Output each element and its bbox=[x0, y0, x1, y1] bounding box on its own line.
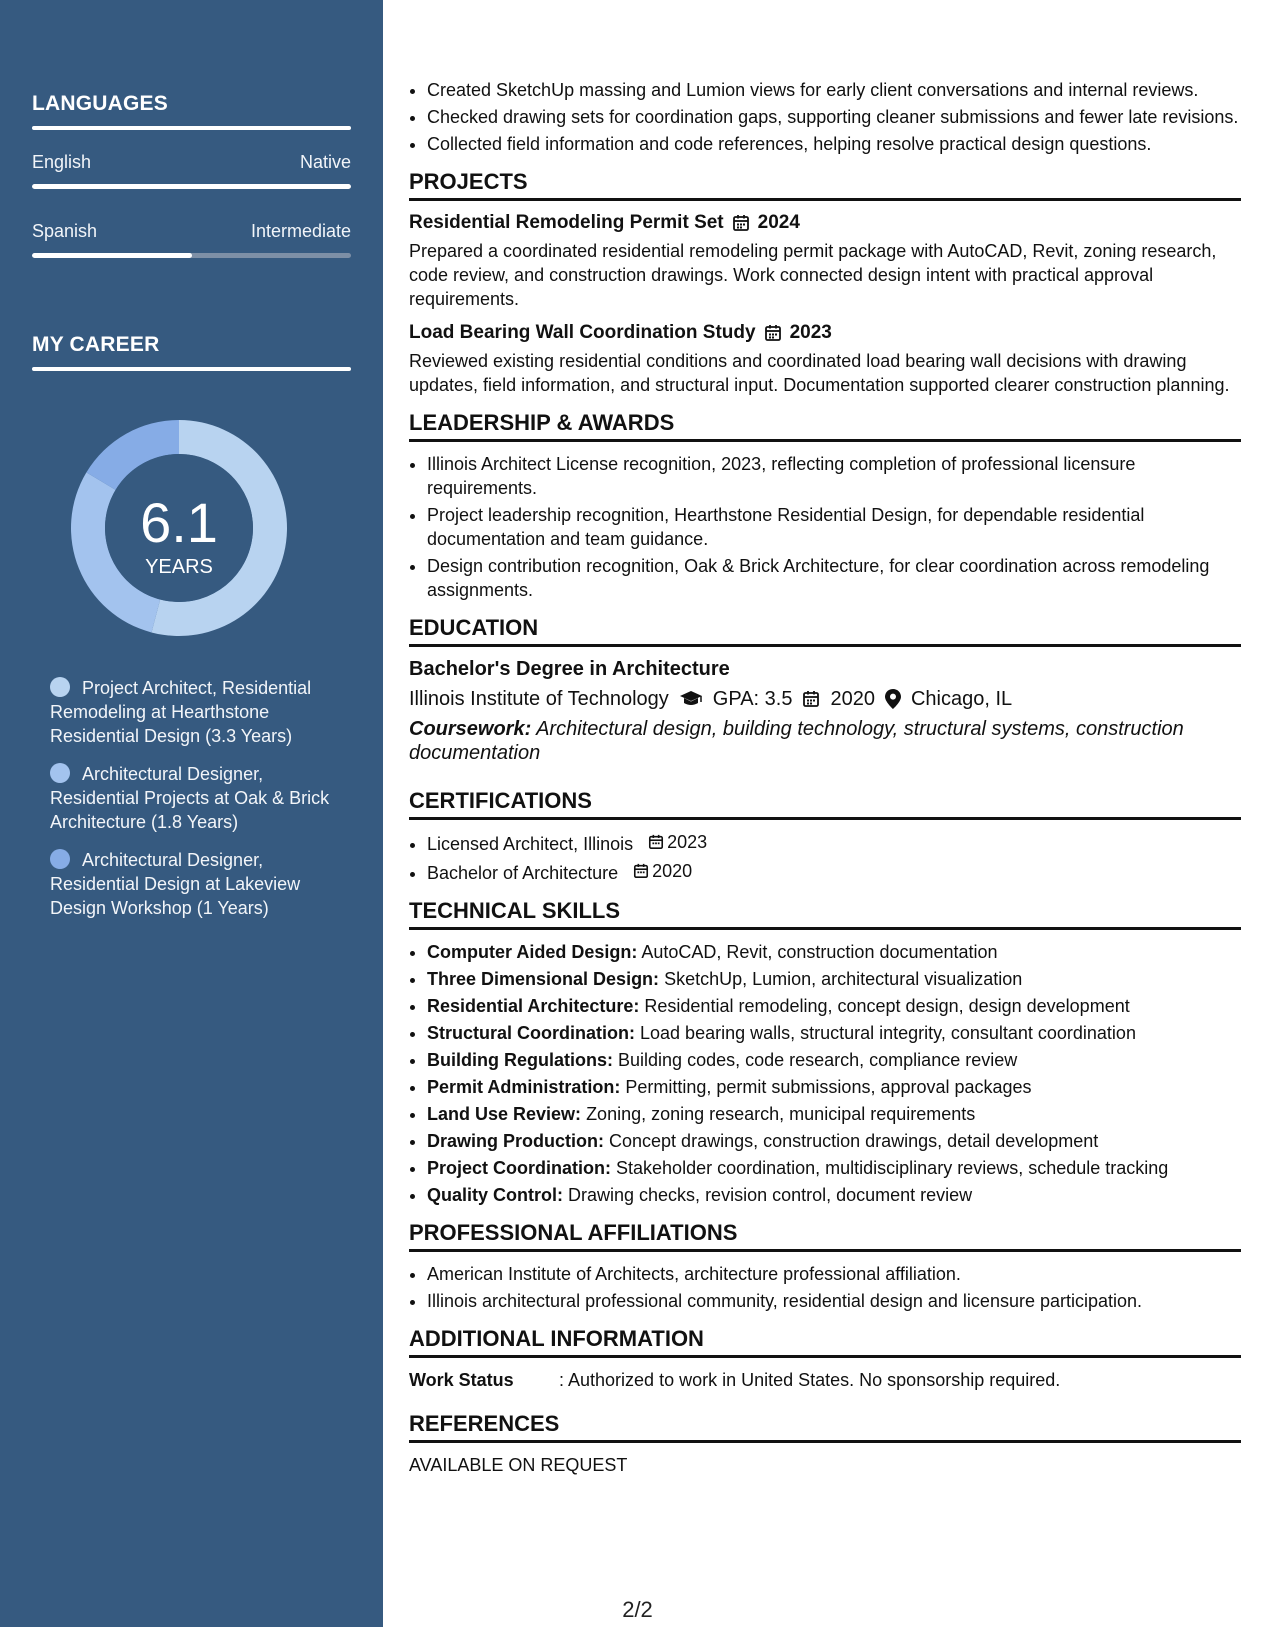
skill-label: Building Regulations: bbox=[427, 1050, 613, 1070]
language-name: Spanish bbox=[32, 221, 98, 241]
coursework-text: Architectural design, building technology, structural systems, construction documentation bbox=[409, 718, 1184, 764]
skills-list bbox=[409, 940, 1241, 1207]
skill-value: Stakeholder coordination, multidisciplinary reviews, schedule tracking bbox=[616, 1158, 1169, 1178]
career-legend-dot bbox=[50, 849, 70, 869]
skill-value: Zoning, zoning research, municipal requirements bbox=[586, 1104, 976, 1124]
skill-item bbox=[427, 1102, 1241, 1126]
career-total-value: 6.1 bbox=[140, 491, 218, 554]
skill-item bbox=[427, 1129, 1241, 1153]
certification-year: 2023 bbox=[667, 832, 708, 852]
education-details bbox=[409, 687, 1241, 711]
page-number: 2/2 bbox=[622, 1597, 653, 1622]
skill-value: Drawing checks, revision control, document review bbox=[568, 1185, 973, 1205]
references-text: AVAILABLE ON REQUEST bbox=[409, 1455, 628, 1475]
project-year: 2024 bbox=[757, 212, 800, 233]
work-status-row bbox=[409, 1368, 1241, 1392]
certification-item bbox=[427, 830, 1241, 856]
career-item-text: Architectural Designer, Residential Projects at Oak & Brick Architecture (1.8 Years) bbox=[50, 764, 330, 832]
skill-item bbox=[427, 940, 1241, 964]
affiliations-list bbox=[409, 1262, 1241, 1313]
project-title-row bbox=[409, 321, 1241, 345]
leadership-list bbox=[409, 452, 1241, 602]
additional-info-heading: ADDITIONAL INFORMATION bbox=[409, 1327, 1241, 1358]
career-total-unit: YEARS bbox=[145, 556, 213, 578]
affiliation-item: • American Institute of Architects, architecture professional affiliation. bbox=[427, 1262, 1241, 1286]
leadership-item: • Design contribution recognition, Oak & Brick Architecture, for clear coordination across remodeling assignments. bbox=[427, 554, 1241, 602]
skill-label: Quality Control: bbox=[427, 1185, 563, 1205]
experience-bullets bbox=[409, 78, 1241, 156]
experience-bullet: • Checked drawing sets for coordination gaps, supporting cleaner submissions and fewer late revisions. bbox=[427, 105, 1241, 129]
project-year: 2023 bbox=[789, 322, 832, 343]
project-description: Reviewed existing residential conditions and coordinated load bearing wall decisions with drawing updates, field information, and structural input. Documentation supported clearer construction planning. bbox=[409, 351, 1230, 395]
map-pin-icon bbox=[885, 689, 901, 709]
career-legend-dot bbox=[50, 763, 70, 783]
calendar-icon bbox=[802, 690, 820, 708]
skill-label: Land Use Review: bbox=[427, 1104, 582, 1124]
sidebar bbox=[0, 0, 383, 1627]
skill-item bbox=[427, 1156, 1241, 1180]
career-item bbox=[50, 676, 335, 748]
calendar-icon bbox=[764, 324, 782, 342]
career-legend-dot bbox=[50, 677, 70, 697]
skill-item bbox=[427, 1075, 1241, 1099]
skill-label: Permit Administration: bbox=[427, 1077, 621, 1097]
project-title: Residential Remodeling Permit Set bbox=[409, 212, 724, 233]
work-status-label: Work Status bbox=[409, 1370, 514, 1390]
education-gpa: GPA: 3.5 bbox=[712, 688, 793, 710]
skill-label: Three Dimensional Design: bbox=[427, 969, 660, 989]
graduation-cap-icon bbox=[679, 690, 703, 708]
language-name: English bbox=[32, 152, 92, 172]
calendar-icon bbox=[633, 863, 649, 879]
skill-item bbox=[427, 1183, 1241, 1207]
languages-rule bbox=[32, 126, 351, 130]
education-year: 2020 bbox=[830, 688, 875, 710]
leadership-item: • Project leadership recognition, Hearthstone Residential Design, for dependable residential documentation and team guidance. bbox=[427, 503, 1241, 551]
experience-bullet: • Created SketchUp massing and Lumion views for early client conversations and internal reviews. bbox=[427, 78, 1241, 102]
language-bar-fill bbox=[32, 253, 192, 258]
certification-year: 2020 bbox=[652, 861, 693, 881]
career-item bbox=[50, 848, 335, 920]
skill-item bbox=[427, 967, 1241, 991]
skill-label: Structural Coordination: bbox=[427, 1023, 635, 1043]
references-heading: REFERENCES bbox=[409, 1412, 1241, 1443]
skill-value: Load bearing walls, structural integrity, consultant coordination bbox=[640, 1023, 1136, 1043]
affiliation-item: • Illinois architectural professional community, residential design and licensure participation. bbox=[427, 1289, 1241, 1313]
calendar-icon bbox=[732, 214, 750, 232]
certification-name: Bachelor of Architecture bbox=[427, 863, 619, 883]
skill-item bbox=[427, 1021, 1241, 1045]
skill-value: Permitting, permit submissions, approval packages bbox=[625, 1077, 1032, 1097]
skill-value: SketchUp, Lumion, architectural visualization bbox=[664, 969, 1023, 989]
career-item-text: Project Architect, Residential Remodeling at Hearthstone Residential Design (3.3 Years) bbox=[50, 678, 312, 746]
language-row-english bbox=[32, 152, 351, 173]
language-row-spanish bbox=[32, 221, 351, 242]
main-content bbox=[409, 78, 1241, 1477]
skill-item bbox=[427, 994, 1241, 1018]
skill-label: Computer Aided Design: bbox=[427, 942, 638, 962]
skill-label: Drawing Production: bbox=[427, 1131, 604, 1151]
skill-value: Residential remodeling, concept design, design development bbox=[644, 996, 1130, 1016]
project-title: Load Bearing Wall Coordination Study bbox=[409, 322, 756, 343]
language-bar-fill bbox=[32, 184, 351, 189]
experience-bullet: • Collected field information and code references, helping resolve practical design questions. bbox=[427, 132, 1241, 156]
projects-heading: PROJECTS bbox=[409, 170, 1241, 201]
skills-heading: TECHNICAL SKILLS bbox=[409, 899, 1241, 930]
education-school: Illinois Institute of Technology bbox=[409, 688, 669, 710]
language-bar-english bbox=[32, 184, 351, 189]
skill-value: Building codes, code research, compliance review bbox=[618, 1050, 1018, 1070]
work-status-value: : Authorized to work in United States. No sponsorship required. bbox=[559, 1370, 1061, 1390]
career-rule bbox=[32, 367, 351, 371]
education-location: Chicago, IL bbox=[910, 688, 1013, 710]
certifications-list bbox=[409, 830, 1241, 885]
language-level: Native bbox=[299, 152, 351, 172]
leadership-item: • Illinois Architect License recognition, 2023, reflecting completion of professional licensure requirements. bbox=[427, 452, 1241, 500]
skill-value: AutoCAD, Revit, construction documentation bbox=[641, 942, 998, 962]
education-coursework bbox=[409, 717, 1241, 765]
project-description: Prepared a coordinated residential remodeling permit package with AutoCAD, Revit, zoning research, code review, and construction drawings. Work connected design intent with practical approval requirements. bbox=[409, 241, 1217, 309]
skill-value: Concept drawings, construction drawings, detail development bbox=[609, 1131, 1099, 1151]
coursework-label: Coursework: bbox=[409, 718, 532, 740]
skill-label: Project Coordination: bbox=[427, 1158, 611, 1178]
career-item-text: Architectural Designer, Residential Design at Lakeview Design Workshop (1 Years) bbox=[50, 850, 301, 918]
language-level: Intermediate bbox=[250, 221, 351, 241]
leadership-heading: LEADERSHIP & AWARDS bbox=[409, 411, 1241, 442]
project-title-row bbox=[409, 211, 1241, 235]
career-heading: MY CAREER bbox=[32, 333, 160, 356]
certifications-heading: CERTIFICATIONS bbox=[409, 789, 1241, 820]
career-list bbox=[50, 676, 335, 934]
languages-heading: LANGUAGES bbox=[32, 92, 168, 115]
education-degree: Bachelor's Degree in Architecture bbox=[409, 658, 730, 680]
skill-item bbox=[427, 1048, 1241, 1072]
education-heading: EDUCATION bbox=[409, 616, 1241, 647]
calendar-icon bbox=[648, 834, 664, 850]
affiliations-heading: PROFESSIONAL AFFILIATIONS bbox=[409, 1221, 1241, 1252]
skill-label: Residential Architecture: bbox=[427, 996, 640, 1016]
certification-name: Licensed Architect, Illinois bbox=[427, 834, 634, 854]
certification-item bbox=[427, 859, 1241, 885]
career-donut-chart bbox=[66, 415, 292, 641]
career-item bbox=[50, 762, 335, 834]
language-bar-spanish bbox=[32, 253, 351, 258]
